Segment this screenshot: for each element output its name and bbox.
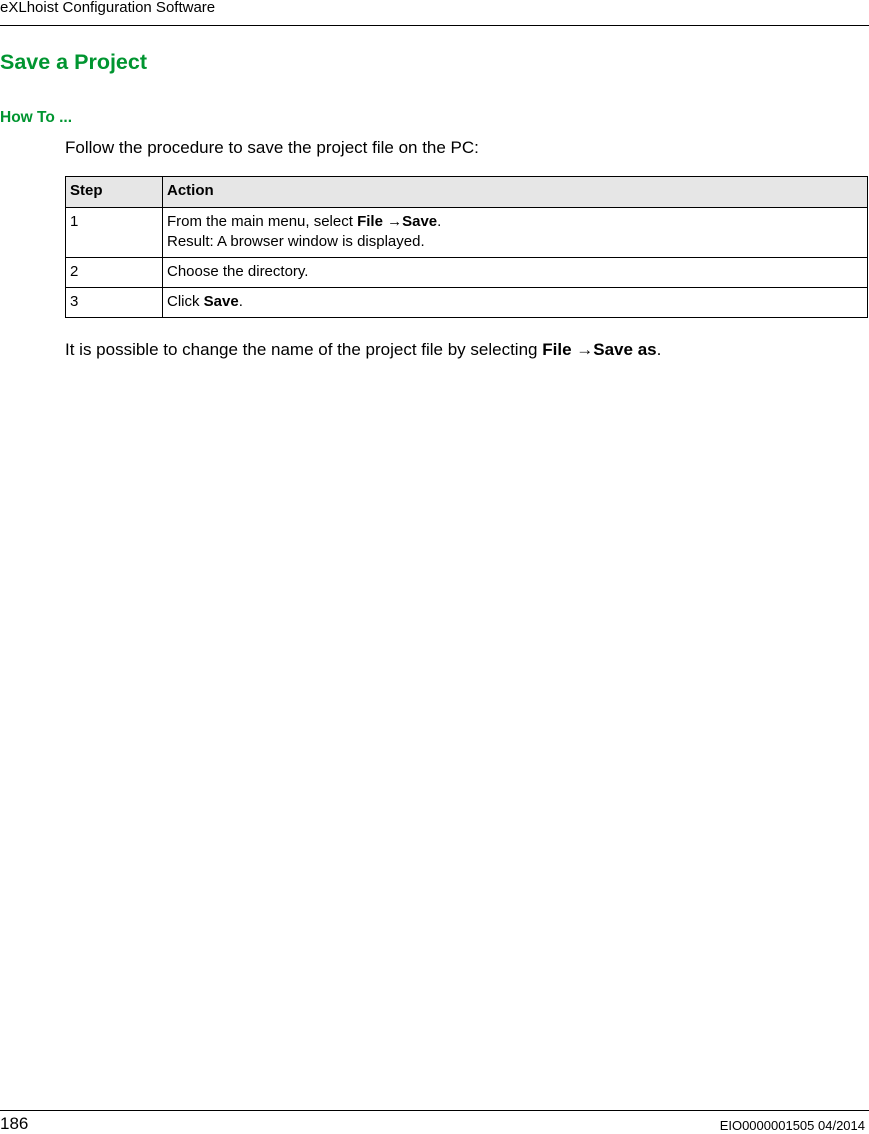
action-text: From the main menu, select [167,213,358,230]
step-number: 3 [66,288,163,318]
arrow-icon: → [387,213,403,230]
step-action [163,288,868,318]
action-punct: . [238,293,243,310]
button-save-label: Save [203,293,239,310]
step-number: 2 [66,258,163,288]
header-rule [0,25,869,26]
how-to-heading: How To ... [0,109,73,126]
step-action: Choose the directory. [163,258,868,288]
note-punct: . [656,340,662,359]
note-text [65,339,661,361]
menu-file: File [357,213,383,230]
action-punct: . [437,213,442,230]
column-header-action: Action [163,177,868,208]
menu-save: Save [402,213,438,230]
step-number: 1 [66,208,163,258]
table-row [66,208,868,258]
page-number: 186 [0,1114,29,1133]
result-text: Result: A browser window is displayed. [167,233,425,250]
page-title: Save a Project [0,50,148,74]
table-row [66,258,868,288]
menu-save-as: Save as [593,340,657,359]
table-row [66,288,868,318]
menu-file: File [542,340,572,359]
steps-table [65,176,868,318]
note-body: It is possible to change the name of the project file by selecting [65,340,543,359]
action-text: Click [167,293,204,310]
table-header-row [66,177,868,208]
intro-text: Follow the procedure to save the project file on the PC: [65,138,479,157]
running-header: eXLhoist Configuration Software [0,0,216,16]
footer-rule [0,1110,869,1111]
arrow-icon: → [576,340,594,359]
step-action [163,208,868,258]
column-header-step: Step [66,177,163,208]
document-id: EIO0000001505 04/2014 [719,1118,865,1133]
